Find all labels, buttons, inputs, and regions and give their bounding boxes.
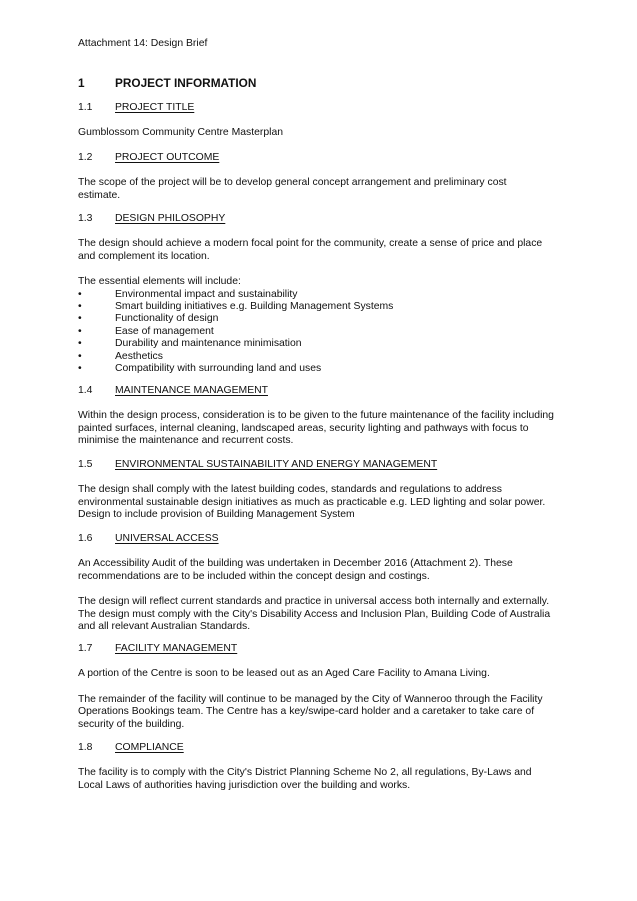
section-heading bbox=[78, 102, 558, 114]
section-number: 1.7 bbox=[78, 643, 93, 654]
list-item: • Compatibility with surrounding land and uses bbox=[78, 363, 322, 375]
paragraph: The design shall comply with the latest building codes, standards and regulations to address environmental sustainable design initiatives as much as practicable e.g. LED lighting and solar power. Design to include provision of Building Management System bbox=[78, 484, 546, 521]
paragraph: The design will reflect current standards and practice in universal access both internally and externally. The design must comply with the City's Disability Access and Inclusion Plan, Building Code of Australia and all relevant Australian Standards. bbox=[78, 596, 551, 633]
section-environmental-sustainability bbox=[78, 459, 558, 522]
section-project-title bbox=[78, 102, 558, 140]
section-title: UNIVERSAL ACCESS bbox=[115, 533, 219, 544]
section-universal-access bbox=[78, 533, 558, 633]
paragraph: The essential elements will include: bbox=[78, 276, 241, 288]
main-heading-title: PROJECT INFORMATION bbox=[115, 76, 257, 90]
list-item: • Functionality of design bbox=[78, 313, 219, 325]
section-number: 1.1 bbox=[78, 102, 93, 113]
main-heading-number: 1 bbox=[78, 76, 85, 90]
document-header: Attachment 14: Design Brief bbox=[78, 38, 208, 49]
paragraph: The facility is to comply with the City's District Planning Scheme No 2, all regulations, By-Laws and Local Laws of authorities having jurisdiction over the building and works. bbox=[78, 767, 532, 791]
section-title: MAINTENANCE MANAGEMENT bbox=[115, 385, 268, 396]
section-title: DESIGN PHILOSOPHY bbox=[115, 213, 226, 224]
paragraph: The design should achieve a modern focal point for the community, create a sense of price and place and complement its location. bbox=[78, 238, 543, 262]
section-number: 1.8 bbox=[78, 742, 93, 753]
list-item: • Environmental impact and sustainability bbox=[78, 288, 298, 300]
list-item: • Smart building initiatives e.g. Building Management Systems bbox=[78, 301, 394, 313]
paragraph: The remainder of the facility will continue to be managed by the City of Wanneroo through the Facility Operations Bookings team. The Centre has a key/swipe-card holder and a caretaker to take care of security of the building. bbox=[78, 693, 543, 730]
section-number: 1.4 bbox=[78, 385, 93, 396]
paragraph: Gumblossom Community Centre Masterplan bbox=[78, 127, 283, 139]
section-title: FACILITY MANAGEMENT bbox=[115, 643, 238, 654]
section-number: 1.5 bbox=[78, 459, 93, 470]
section-number: 1.2 bbox=[78, 152, 93, 163]
section-compliance bbox=[78, 742, 558, 792]
paragraph: Within the design process, consideration is to be given to the future maintenance of the facility including painted surfaces, internal cleaning, landscaped areas, security lighting and pathways with focus to minimise the maintenance and recurrent costs. bbox=[78, 410, 554, 447]
section-heading bbox=[78, 742, 558, 754]
section-project-outcome bbox=[78, 152, 558, 202]
section-title: PROJECT OUTCOME bbox=[115, 152, 220, 163]
list-item: • Durability and maintenance minimisation bbox=[78, 338, 302, 350]
paragraph: An Accessibility Audit of the building was undertaken in December 2016 (Attachment 2). These recommendations are to be included within the concept design and costings. bbox=[78, 558, 513, 582]
section-heading bbox=[78, 213, 558, 225]
section-number: 1.6 bbox=[78, 533, 93, 544]
section-heading bbox=[78, 459, 558, 471]
list-item: • Ease of management bbox=[78, 325, 214, 337]
section-maintenance-management bbox=[78, 385, 558, 448]
paragraph: The scope of the project will be to develop general concept arrangement and preliminary cost estimate. bbox=[78, 177, 507, 201]
section-number: 1.3 bbox=[78, 213, 93, 224]
section-facility-management bbox=[78, 643, 558, 731]
section-heading bbox=[78, 643, 558, 655]
section-design-philosophy bbox=[78, 213, 558, 375]
document-page bbox=[78, 0, 578, 901]
section-title: ENVIRONMENTAL SUSTAINABILITY AND ENERGY MANAGEMENT bbox=[115, 459, 438, 470]
section-title: COMPLIANCE bbox=[115, 742, 184, 753]
section-heading bbox=[78, 533, 558, 545]
paragraph: A portion of the Centre is soon to be leased out as an Aged Care Facility to Amana Living. bbox=[78, 668, 490, 680]
section-heading bbox=[78, 385, 558, 397]
main-heading bbox=[78, 77, 256, 89]
section-title: PROJECT TITLE bbox=[115, 102, 195, 113]
list-item: • Aesthetics bbox=[78, 350, 163, 362]
section-heading bbox=[78, 152, 558, 164]
essential-elements-list bbox=[78, 289, 558, 376]
